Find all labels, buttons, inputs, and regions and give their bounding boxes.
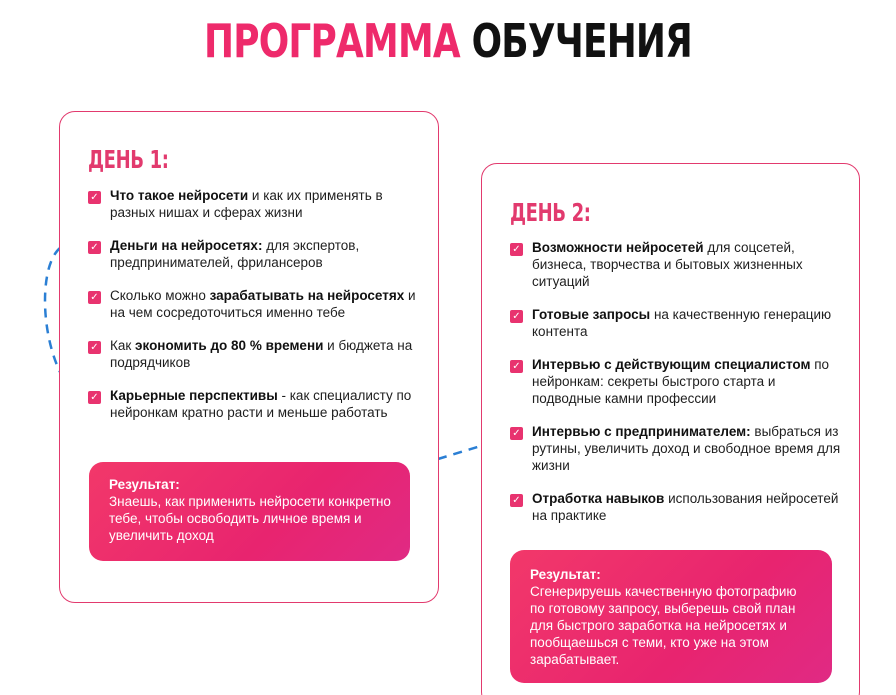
item-text-before: Как	[110, 338, 136, 353]
day2-item	[510, 423, 845, 474]
item-bold: Интервью с предпринимателем:	[532, 424, 751, 439]
item-bold: Возможности нейросетей	[532, 240, 704, 255]
result-title: Результат:	[530, 567, 601, 582]
title-accent: ПРОГРАММА	[203, 14, 460, 68]
item-text: для соцсетей, бизнеса, творчества и бытовых жизненных ситуаций	[532, 240, 803, 289]
item-text: на качественную генерацию контента	[532, 307, 832, 339]
checkbox-icon: ✓	[88, 191, 101, 204]
item-bold: Что такое нейросети	[110, 188, 249, 203]
page-title	[99, 12, 798, 70]
item-text: и как их применять в разных нишах и сферах жизни	[110, 188, 383, 220]
checkbox-icon: ✓	[510, 360, 523, 373]
checkbox-icon: ✓	[510, 310, 523, 323]
day2-item	[510, 356, 845, 407]
day1-item	[88, 387, 423, 421]
result-text: Сгенерируешь качественную фотографию по готовому запросу, выберешь свой план для быстрого заработка на нейросетях и пообщаешься с теми, кто уже на этом зарабатывает.	[530, 584, 797, 667]
title-dark: ОБУЧЕНИЯ	[471, 14, 693, 68]
day1-item	[88, 237, 423, 271]
day2-item	[510, 490, 845, 524]
item-text: - как специалисту по нейронкам кратно расти и меньше работать	[110, 388, 412, 420]
checkbox-icon: ✓	[88, 241, 101, 254]
item-text: и бюджета на подрядчиков	[110, 338, 413, 370]
checkbox-icon: ✓	[510, 243, 523, 256]
day1-item	[88, 187, 423, 221]
item-bold: Деньги на нейросетях:	[110, 238, 263, 253]
item-text: для экспертов, предпринимателей, фрилансеров	[110, 238, 360, 270]
day2-result-box	[510, 550, 832, 683]
dashed-link-middle	[438, 445, 484, 459]
checkbox-icon: ✓	[88, 391, 101, 404]
day1-card	[59, 111, 439, 603]
checkbox-icon: ✓	[510, 427, 523, 440]
day1-title: ДЕНЬ 1:	[88, 145, 169, 174]
day1-item	[88, 337, 423, 371]
item-bold: Интервью с действующим специалистом	[532, 357, 811, 372]
dashed-arc-left	[45, 248, 60, 372]
checkbox-icon: ✓	[88, 341, 101, 354]
day2-item	[510, 306, 845, 340]
item-text: и на чем сосредоточиться именно тебе	[110, 288, 416, 320]
day1-item	[88, 287, 423, 321]
checkbox-icon: ✓	[510, 494, 523, 507]
item-text: использования нейросетей на практике	[532, 491, 839, 523]
item-text-before: Сколько можно	[110, 288, 210, 303]
item-bold: экономить до 80 % времени	[135, 338, 324, 353]
result-text: Знаешь, как применить нейросети конкретно тебе, чтобы освободить личное время и увеличить доход	[109, 494, 391, 543]
item-bold: Отработка навыков	[532, 491, 665, 506]
day1-result-box	[89, 462, 410, 561]
item-bold: Готовые запросы	[532, 307, 651, 322]
checkbox-icon: ✓	[88, 291, 101, 304]
result-title: Результат:	[109, 477, 180, 492]
item-text: по нейронкам: секреты быстрого старта и подводные камни профессии	[532, 357, 830, 406]
item-text: выбраться из рутины, увеличить доход и свободное время для жизни	[532, 424, 841, 473]
day2-item	[510, 239, 845, 290]
item-bold: Карьерные перспективы	[110, 388, 278, 403]
day2-title: ДЕНЬ 2:	[510, 198, 591, 227]
item-bold: зарабатывать на нейросетях	[209, 288, 405, 303]
day2-card	[481, 163, 860, 695]
